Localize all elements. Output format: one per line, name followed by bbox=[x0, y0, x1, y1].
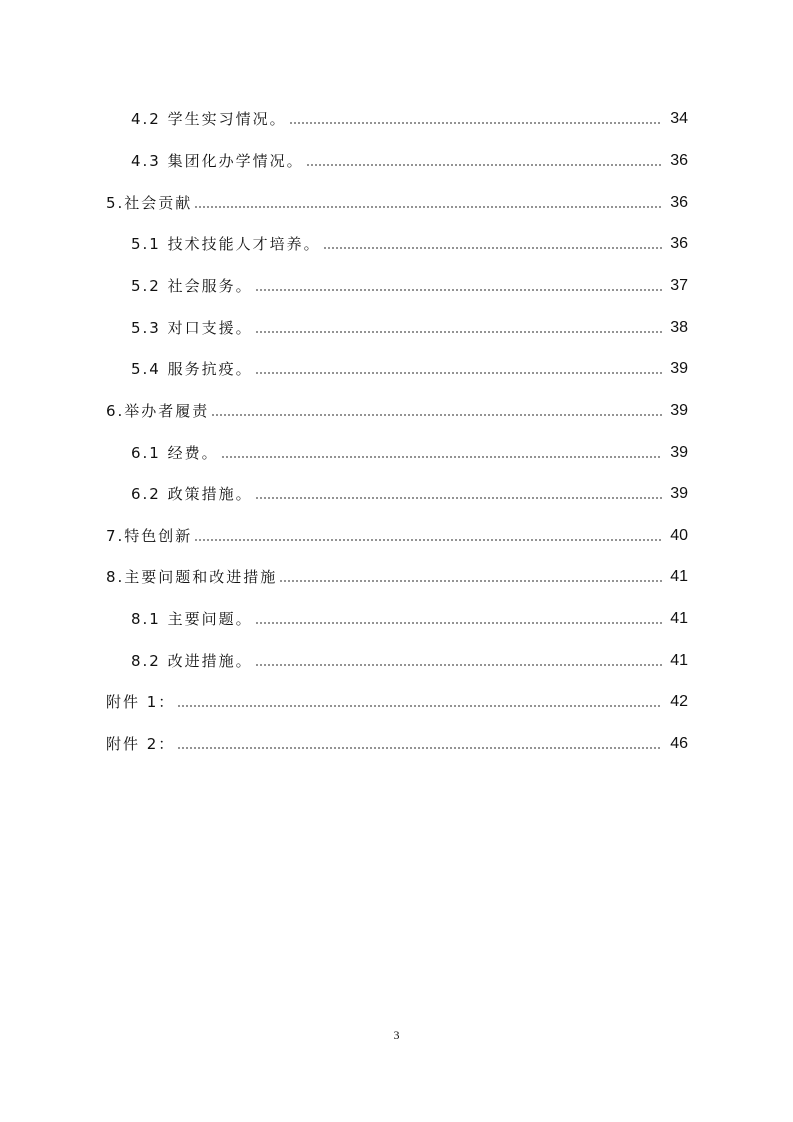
toc-entry-4-3[interactable] bbox=[0, 146, 793, 170]
dot-leader bbox=[255, 621, 662, 625]
dot-leader bbox=[306, 163, 662, 167]
toc-entry-attachment-1[interactable] bbox=[0, 687, 793, 711]
toc-entry-5[interactable] bbox=[0, 188, 793, 212]
toc-entry-label: 5.4 服务抗疫。 bbox=[131, 360, 253, 378]
toc-entry-label: 附件 2： bbox=[106, 735, 176, 753]
dot-leader bbox=[289, 121, 662, 125]
toc-entry-8[interactable] bbox=[0, 562, 793, 586]
toc-entry-5-4[interactable] bbox=[0, 354, 793, 378]
toc-entry-page: 39 bbox=[670, 444, 688, 461]
toc-entry-8-1[interactable] bbox=[0, 604, 793, 628]
dot-leader bbox=[255, 371, 662, 375]
toc-entry-label: 7.特色创新 bbox=[106, 527, 193, 545]
toc-entry-page: 38 bbox=[670, 319, 688, 336]
toc-entry-4-2[interactable] bbox=[0, 104, 793, 128]
dot-leader bbox=[255, 288, 662, 292]
dot-leader bbox=[255, 663, 662, 667]
toc-entry-page: 42 bbox=[670, 693, 688, 710]
toc-entry-5-2[interactable] bbox=[0, 271, 793, 295]
toc-entry-8-2[interactable] bbox=[0, 646, 793, 670]
toc-entry-6-1[interactable] bbox=[0, 438, 793, 462]
toc-entry-page: 34 bbox=[670, 110, 688, 127]
toc-entry-label: 5.3 对口支援。 bbox=[131, 319, 253, 337]
page-number: 3 bbox=[393, 1028, 400, 1042]
toc-entry-label: 5.2 社会服务。 bbox=[131, 277, 253, 295]
toc-entry-label: 8.2 改进措施。 bbox=[131, 652, 253, 670]
toc-entry-page: 36 bbox=[670, 235, 688, 252]
toc-entry-6[interactable] bbox=[0, 396, 793, 420]
toc-entry-6-2[interactable] bbox=[0, 479, 793, 503]
toc-entry-page: 46 bbox=[670, 735, 688, 752]
toc-entry-page: 36 bbox=[670, 194, 688, 211]
toc-entry-label: 5.社会贡献 bbox=[106, 194, 193, 212]
toc-entry-label: 6.2 政策措施。 bbox=[131, 485, 253, 503]
toc-entry-7[interactable] bbox=[0, 521, 793, 545]
dot-leader bbox=[177, 704, 662, 708]
toc-entry-label: 附件 1： bbox=[106, 693, 176, 711]
dot-leader bbox=[194, 538, 662, 542]
toc-entry-label: 5.1 技术技能人才培养。 bbox=[131, 235, 321, 253]
dot-leader bbox=[211, 413, 662, 417]
dot-leader bbox=[194, 205, 662, 209]
toc-entry-page: 39 bbox=[670, 485, 688, 502]
toc-entry-label: 8.1 主要问题。 bbox=[131, 610, 253, 628]
toc-entry-5-1[interactable] bbox=[0, 229, 793, 253]
dot-leader bbox=[255, 330, 662, 334]
dot-leader bbox=[221, 455, 662, 459]
toc-entry-label: 6.举办者履责 bbox=[106, 402, 210, 420]
toc-entry-page: 39 bbox=[670, 402, 688, 419]
toc-entry-page: 39 bbox=[670, 360, 688, 377]
toc-entry-page: 41 bbox=[670, 652, 688, 669]
toc-entry-page: 41 bbox=[670, 610, 688, 627]
dot-leader bbox=[255, 496, 662, 500]
toc-entry-label: 8.主要问题和改进措施 bbox=[106, 568, 278, 586]
toc-entry-label: 4.3 集团化办学情况。 bbox=[131, 152, 304, 170]
toc-entry-5-3[interactable] bbox=[0, 313, 793, 337]
toc-entry-page: 36 bbox=[670, 152, 688, 169]
dot-leader bbox=[323, 246, 662, 250]
toc-entry-attachment-2[interactable] bbox=[0, 729, 793, 753]
toc-entry-label: 6.1 经费。 bbox=[131, 444, 219, 462]
dot-leader bbox=[177, 746, 662, 750]
toc-entry-page: 41 bbox=[670, 568, 688, 585]
dot-leader bbox=[279, 579, 662, 583]
toc-entry-label: 4.2 学生实习情况。 bbox=[131, 110, 287, 128]
toc-entry-page: 37 bbox=[670, 277, 688, 294]
toc-entry-page: 40 bbox=[670, 527, 688, 544]
